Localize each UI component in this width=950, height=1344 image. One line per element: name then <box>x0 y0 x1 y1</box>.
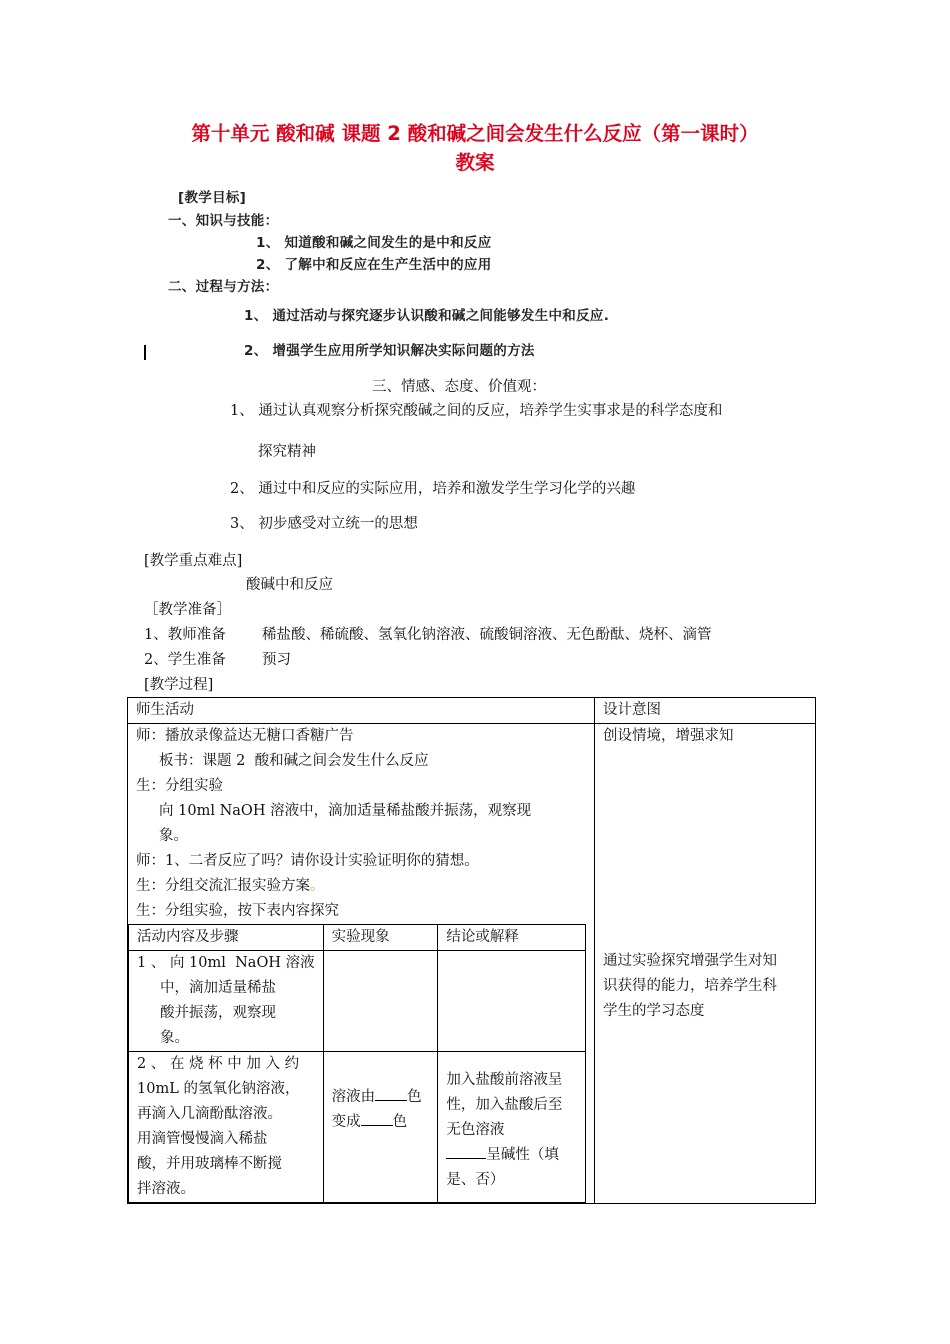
activity-line: 象。 <box>136 828 189 844</box>
conclusion-line: 加入盐酸前溶液呈 <box>446 1072 563 1088</box>
conclusion-line: 性，加入盐酸后至 <box>446 1097 563 1113</box>
col-header-intent: 设计意图 <box>595 698 816 724</box>
activity-text: 生：分组交流汇报实验方案 <box>136 878 310 894</box>
teacher-prep-label: 1、教师准备 <box>144 627 226 643</box>
answer-blank[interactable] <box>361 1111 393 1126</box>
preparation-heading: ［教学准备］ <box>144 602 231 618</box>
text-cursor <box>144 345 146 360</box>
student-prep-items: 预习 <box>262 652 291 668</box>
knowledge-heading: 一、知识与技能： <box>168 213 279 229</box>
conclusion-line: 无色溶液 <box>446 1122 505 1138</box>
step1-line: 1 、 向 10ml NaOH 溶液 <box>137 955 315 971</box>
phenomenon-text: 色 <box>407 1089 422 1105</box>
process-heading: 二、过程与方法： <box>168 279 279 295</box>
conclusion-text: 呈碱性（填 <box>486 1147 559 1163</box>
emotion-heading: 三、情感、态度、价值观： <box>372 379 546 395</box>
student-prep-label: 2、学生准备 <box>144 652 226 668</box>
conclusion-line: 是、否） <box>446 1172 505 1188</box>
activity-line: 师：播放录像益达无糖口香糖广告 <box>136 728 354 744</box>
activity-line: 师：1、二者反应了吗？请你设计实验证明你的猜想。 <box>136 853 479 869</box>
inner-header-phenomenon: 实验现象 <box>323 925 438 951</box>
emotion-item-1: 1、 通过认真观察分析探究酸碱之间的反应，培养学生实事求是的科学态度和 <box>230 403 723 419</box>
col-header-activities: 师生活动 <box>128 698 595 724</box>
inner-header-conclusion: 结论或解释 <box>438 925 586 951</box>
step2-phenomenon-line2 <box>332 1110 430 1135</box>
activity-line: 生：分组交流汇报实验方案。 <box>136 878 325 894</box>
process-item-1: 1、 通过活动与探究逐步认识酸和碱之间能够发生中和反应. <box>244 308 610 324</box>
step2-line: 2 、 在 烧 杯 中 加 入 约 <box>137 1056 300 1072</box>
step2-line: 用滴管慢慢滴入稀盐 <box>137 1131 268 1147</box>
step1-phenomenon-cell <box>323 951 438 1052</box>
step2-line: 10mL 的氢氧化钠溶液， <box>137 1081 300 1097</box>
teacher-prep-items: 稀盐酸、稀硫酸、氢氧化钠溶液、硫酸铜溶液、无色酚酞、烧杯、滴管 <box>262 627 712 643</box>
emotion-item-3: 3、 初步感受对立统一的思想 <box>230 516 418 532</box>
lesson-process-table <box>127 697 816 1204</box>
process-section-heading: [教学过程] <box>144 677 214 693</box>
phenomenon-text: 溶液由 <box>331 1089 376 1105</box>
key-points-content: 酸碱中和反应 <box>246 577 333 593</box>
intent-2-line: 通过实验探究增强学生对知 <box>603 953 777 969</box>
document-title-line2: 教案 <box>455 151 495 174</box>
conclusion-line <box>446 1143 577 1168</box>
knowledge-item-2: 2、 了解中和反应在生产生活中的应用 <box>256 257 492 273</box>
step2-line: 拌溶液。 <box>137 1181 195 1197</box>
emotion-item-2: 2、 通过中和反应的实际应用，培养和激发学生学习化学的兴趣 <box>230 481 636 497</box>
intent-2-line: 学生的学习态度 <box>603 1003 705 1019</box>
phenomenon-text: 变成 <box>331 1114 361 1130</box>
activity-line: 向 10ml NaOH 溶液中，滴加适量稀盐酸并振荡，观察现 <box>136 803 532 819</box>
document-title: 第十单元 酸和碱 课题 2 酸和碱之间会发生什么反应（第一课时） <box>191 122 759 145</box>
objectives-heading: [教学目标] <box>178 190 247 206</box>
step1-line: 酸并振荡，观察现 <box>137 1005 277 1021</box>
activity-line: 板书：课题 2 酸和碱之间会发生什么反应 <box>136 753 429 769</box>
answer-blank[interactable] <box>446 1144 486 1159</box>
step2-line: 再滴入几滴酚酞溶液。 <box>137 1106 282 1122</box>
emotion-item-1-cont: 探究精神 <box>258 444 316 460</box>
intent-2-line: 识获得的能力，培养学生科 <box>603 978 777 994</box>
activity-line: 生：分组实验 <box>136 778 223 794</box>
step2-line: 酸，并用玻璃棒不断搅 <box>137 1156 282 1172</box>
process-item-2: 2、 增强学生应用所学知识解决实际问题的方法 <box>244 343 535 359</box>
step1-line: 中，滴加适量稀盐 <box>137 980 277 996</box>
step2-phenomenon-line1 <box>332 1085 430 1110</box>
intent-1: 创设情境，增强求知 <box>603 728 734 744</box>
key-points-heading: [教学重点难点] <box>144 553 243 569</box>
experiment-table <box>128 924 586 1203</box>
step1-line: 象。 <box>137 1030 190 1046</box>
step1-conclusion-cell <box>438 951 586 1052</box>
inner-header-steps: 活动内容及步骤 <box>129 925 324 951</box>
answer-blank[interactable] <box>375 1086 407 1101</box>
phenomenon-text: 色 <box>392 1114 408 1130</box>
knowledge-item-1: 1、 知道酸和碱之间发生的是中和反应 <box>256 235 492 251</box>
activity-line: 生：分组实验，按下表内容探究 <box>136 903 339 919</box>
